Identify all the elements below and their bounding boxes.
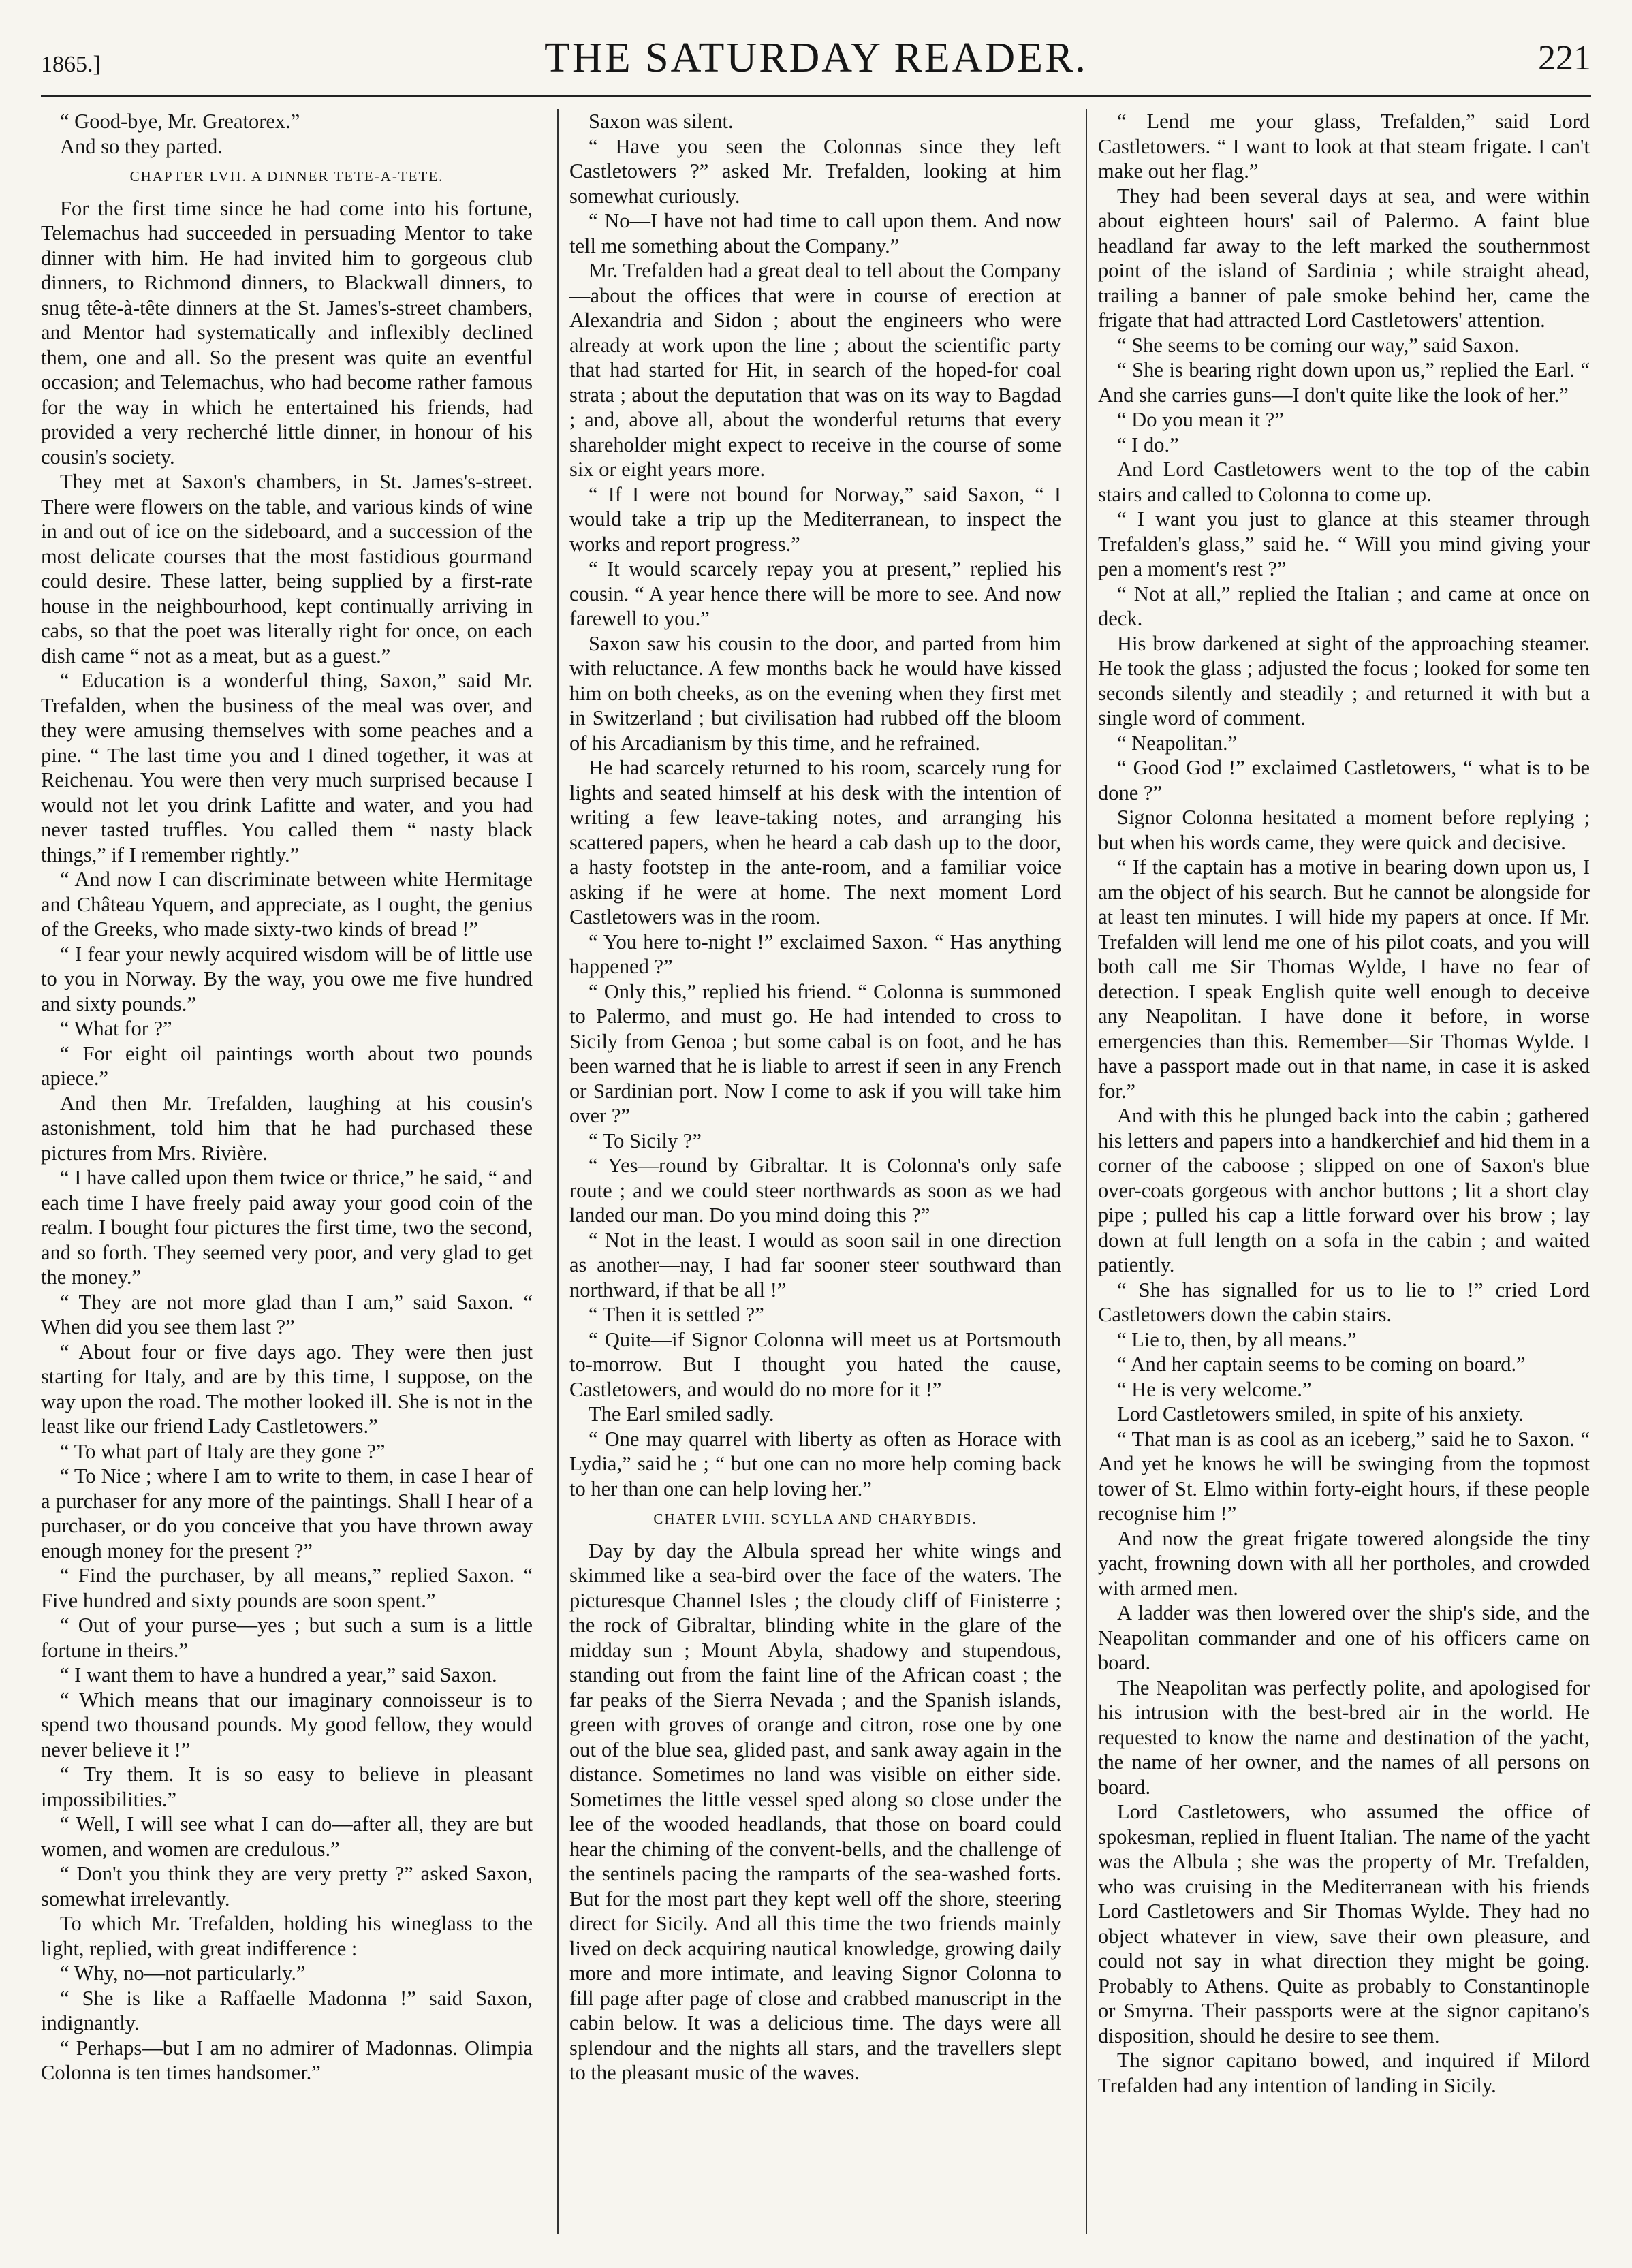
paragraph: “ No—I have not had time to call upon them. And now tell me something about the Company.” — [569, 209, 1061, 257]
paragraph: “ Do you mean it ?” — [1117, 408, 1284, 431]
paragraph: “ To what part of Italy are they gone ?” — [60, 1439, 386, 1463]
paragraph: “ You here to-night !” exclaimed Saxon. “ Has anything happened ?” — [569, 930, 1061, 978]
column-1-body — [41, 196, 533, 2085]
chapter-heading: CHATER LVIII. SCYLLA AND CHARYBDIS. — [653, 1511, 977, 1527]
paragraph: “ I have called upon them twice or thrice,” he said, “ and each time I have freely paid away your good coin of the realm. I bought four pictures the first time, two the second, and so forth. They seemed very poor, and very glad to get the money.” — [41, 1166, 533, 1289]
paragraph: “ Have you seen the Colonnas since they left Castletowers ?” asked Mr. Trefalden, looking at him somewhat curiously. — [569, 134, 1061, 208]
paragraph: And so they parted. — [60, 134, 223, 158]
paragraph: The Neapolitan was perfectly polite, and apologised for his intrusion with the best-bred air in the world. He requested to know the name and destination of the yacht, the name of her owner, and the names of all persons on board. — [1098, 1675, 1590, 1799]
paragraph: A ladder was then lowered over the ship's side, and the Neapolitan commander and one of his officers came on board. — [1098, 1601, 1590, 1674]
paragraph: “ Well, I will see what I can do—after all, they are but women, and women are credulous.” — [41, 1812, 533, 1861]
paragraph: “ Not at all,” replied the Italian ; and came at once on deck. — [1098, 582, 1590, 630]
paragraph: Signor Colonna hesitated a moment before replying ; but when his words came, they were quick and decisive. — [1098, 806, 1590, 854]
paragraph: “ Yes—round by Gibraltar. It is Colonna's only safe route ; and we could steer northwards as soon as we had landed our man. Do you mind doing this ?” — [569, 1154, 1061, 1227]
paragraph: “ It would scarcely repay you at present,” replied his cousin. “ A year hence there will be more to see. And now farewell to you.” — [569, 557, 1061, 630]
paragraph: “ I do.” — [1117, 432, 1179, 456]
paragraph: “ She is bearing right down upon us,” replied the Earl. “ And she carries guns—I don't quite like the look of her.” — [1098, 358, 1590, 407]
paragraph: “ And now I can discriminate between white Hermitage and Château Yquem, and appreciate, as I ought, the genius of the Greeks, who made sixty-two kinds of bread !” — [41, 868, 533, 941]
paragraph: The Earl smiled sadly. — [589, 1402, 774, 1426]
paragraph: “ Neapolitan.” — [1117, 731, 1238, 755]
masthead — [41, 34, 1591, 89]
paragraph: “ I want you just to glance at this steamer through Trefalden's glass,” said he. “ Will you mind giving your pen a moment's rest ?” — [1098, 507, 1590, 580]
paragraph: “ Which means that our imaginary connoisseur is to spend two thousand pounds. My good fellow, they would never believe it !” — [41, 1688, 533, 1761]
paragraph: “ One may quarrel with liberty as often as Horace with Lydia,” said he ; “ but one can no more help coming back to her than one can help loving her.” — [569, 1427, 1061, 1500]
paragraph: His brow darkened at sight of the approaching steamer. He took the glass ; adjusted the focus ; looked for some ten seconds silently and steadily ; and returned it with but a single word of comment. — [1098, 631, 1590, 729]
paragraph: They met at Saxon's chambers, in St. James's-street. There were flowers on the table, and various kinds of wine in and out of ice on the sideboard, and a succession of the most delicate courses that the most fastidious gourmand could desire. These latter, being supplied by a first-rate house in the neighbourhood, kept continually arriving in cabs, so that the poet was literally right for once, on each dish came “ not as a meat, but as a guest.” — [41, 470, 533, 667]
chapter-heading: CHAPTER LVII. A DINNER TETE-A-TETE. — [129, 168, 444, 185]
paragraph: For the first time since he had come into his fortune, Telemachus had succeeded in persuading Mentor to take dinner with him. He had invited him to gorgeous club dinners, to Richmond dinners, to Blackwall dinners, to snug tête-à-tête dinners at the St. James's-street chambers, and Mentor had systematically and inflexibly declined them, one and all. So the present was quite an eventful occasion; and Telemachus, who had become rather famous for the way in which he entertained his friends, had provided a very recherché little dinner, in honour of his cousin's society. — [41, 196, 533, 469]
header-rule — [41, 95, 1591, 97]
column-divider — [557, 109, 559, 2234]
paragraph: “ He is very welcome.” — [1117, 1377, 1312, 1401]
column-2-body-top — [569, 109, 1061, 1501]
paragraph: “ Not in the least. I would as soon sail in one direction as another—nay, I had far sooner steer southward than northward, if that be all !” — [569, 1228, 1061, 1302]
paragraph: “ She is like a Raffaelle Madonna !” said Saxon, indignantly. — [41, 1986, 533, 2034]
paragraph: “ I want them to have a hundred a year,” said Saxon. — [60, 1663, 497, 1686]
paragraph: And Lord Castletowers went to the top of the cabin stairs and called to Colonna to come up. — [1098, 458, 1590, 506]
paragraph: “ Education is a wonderful thing, Saxon,” said Mr. Trefalden, when the business of the meal was over, and they were amusing themselves with some peaches and a pine. “ The last time you and I dined together, it was at Reichenau. You were then very much surprised because I would not let you drink Lafitte and water, and you had never tasted truffles. You called them “ nasty black things,” if I remember rightly.” — [41, 669, 533, 866]
paragraph: “ Good God !” exclaimed Castletowers, “ what is to be done ?” — [1098, 756, 1590, 804]
paragraph: “ Then it is settled ?” — [589, 1303, 764, 1326]
paragraph: “ Don't you think they are very pretty ?” asked Saxon, somewhat irrelevantly. — [41, 1862, 533, 1910]
column-divider — [1086, 109, 1087, 2234]
paragraph: “ Try them. It is so easy to believe in pleasant impossibilities.” — [41, 1763, 533, 1811]
column-1 — [41, 109, 533, 2241]
paragraph: “ Quite—if Signor Colonna will meet us at Portsmouth to-morrow. But I thought you hated the cause, Castletowers, and would do no more for it !” — [569, 1327, 1061, 1401]
paragraph: Mr. Trefalden had a great deal to tell about the Company—about the offices that were in course of erection at Alexandria and Sidon ; about the engineers who were already at work upon the line ; about the scientific party that had started for Hit, in search of the hoped-for coal strata ; about the deputation that was on its way to Bagdad ; and, above all, about the wonderful returns that every shareholder might expect to receive in the course of some six or eight years more. — [569, 259, 1061, 481]
page-number: 221 — [1538, 39, 1591, 78]
paragraph: “ They are not more glad than I am,” said Saxon. “ When did you see them last ?” — [41, 1290, 533, 1338]
paragraph: “ For eight oil paintings worth about two pounds apiece.” — [41, 1041, 533, 1090]
paragraph: “ Why, no—not particularly.” — [60, 1962, 306, 1985]
paragraph: Lord Castletowers smiled, in spite of his anxiety. — [1117, 1402, 1524, 1426]
paragraph: “ Good-bye, Mr. Greatorex.” — [60, 110, 300, 133]
paragraph: “ To Nice ; where I am to write to them, in case I hear of a purchaser for any more of the paintings. Shall I hear of a purchaser, or do you conceive that you have thrown away enough money for the present ?” — [41, 1464, 533, 1562]
paragraph: “ She seems to be coming our way,” said Saxon. — [1117, 333, 1520, 357]
column-2 — [569, 109, 1061, 2241]
paragraph: Lord Castletowers, who assumed the office of spokesman, replied in fluent Italian. The name of the yacht was the Albula ; she was the property of Mr. Trefalden, who was cruising in the Mediterranean with his friends Lord Castletowers and Sir Thomas Wylde. They had no object whatever in view, save their own pleasure, and could not say in what direction they might be going. Probably to Athens. Quite as probably to Constantinople or Smyrna. Their passports were at the signor capitano's disposition, should he desire to see them. — [1098, 1800, 1590, 2047]
paragraph: “ That man is as cool as an iceberg,” said he to Saxon. “ And yet he knows he will be swinging from the topmost tower of St. Elmo within forty-eight hours, if these people recognise him !” — [1098, 1427, 1590, 1525]
paragraph: “ If I were not bound for Norway,” said Saxon, “ I would take a trip up the Mediterranean, to inspect the works and report progress.” — [569, 482, 1061, 556]
paragraph: “ If the captain has a motive in bearing down upon us, I am the object of his search. But he cannot be alongside for at least ten minutes. I will hide my papers at once. If Mr. Trefalden will lend me one of his pilot coats, and you will both call me Sir Thomas Wylde, I have no fear of detection. I speak English quite well enough to deceive any Neapolitan. I have done it before, in worse emergencies than this. Remember—Sir Thomas Wylde. I have a passport made out in that name, in case it is asked for.” — [1098, 855, 1590, 1103]
paragraph: They had been several days at sea, and were within about eighteen hours' sail of Palermo. A faint blue headland far away to the left marked the southernmost point of the island of Sardinia ; while straight ahead, trailing a banner of pale smoke behind her, came the frigate that had attracted Lord Castletowers' attention. — [1098, 184, 1590, 332]
paragraph: “ About four or five days ago. They were then just starting for Italy, and are by this time, I suppose, on the way upon the road. The mother looked ill. She is not in the least like our friend Lady Castletowers.” — [41, 1340, 533, 1438]
paragraph: The signor capitano bowed, and inquired if Milord Trefalden had any intention of landing in Sicily. — [1098, 2049, 1590, 2097]
paragraph: Day by day the Albula spread her white wings and skimmed like a sea-bird over the face of the waters. The picturesque Channel Isles ; the cloudy cliff of Finisterre ; the rock of Gibraltar, blinding white in the glare of the midday sun ; Mount Abyla, shadowy and stupendous, standing out from the faint line of the African coast ; the far peaks of the Sierra Nevada ; and the Spanish islands, green with groves of orange and citron, rose one by one out of the blue sea, glided past, and sank away again in the distance. Sometimes no land was visible on either side. Sometimes the little vessel sped along so close under the lee of the wooded headlands, that those on board could hear the chiming of the convent-bells, and the challenge of the sentinels pacing the ramparts of the sea-washed forts. But for the most part they kept well off the shore, steering direct for Sicily. And all this time the two friends mainly lived on deck acquiring nautical knowledge, growing daily more and more intimate, and leaving Signor Colonna to fill page after page of close and crabbed manuscript in the cabin below. It was a delicious time. The days were all splendour and the nights all stars, and the travellers slept to the pleasant music of the waves. — [569, 1539, 1061, 2084]
paragraph: Saxon saw his cousin to the door, and parted from him with reluctance. A few months back he would have kissed him on both cheeks, as on the evening when they first met in Switzerland ; but civilisation had rubbed off the bloom of his Arcadianism by this time, and he refrained. — [569, 631, 1061, 755]
column-2-body-bottom — [569, 1539, 1061, 2085]
paragraph: And then Mr. Trefalden, laughing at his cousin's astonishment, told him that he had purchased these pictures from Mrs. Rivière. — [41, 1091, 533, 1165]
paragraph: And with this he plunged back into the cabin ; gathered his letters and papers into a handkerchief and hid them in a corner of the caboose ; slipped on one of Saxon's blue over-coats gorgeous with anchor buttons ; lit a short clay pipe ; pulled his cap a little forward over his brow ; lay down at full length on a sofa in the cabin ; and waited patiently. — [1098, 1104, 1590, 1276]
paragraph: “ To Sicily ?” — [589, 1129, 702, 1152]
paragraph: And now the great frigate towered alongside the tiny yacht, frowning down with all her portholes, and crowded with armed men. — [1098, 1526, 1590, 1600]
paragraph: Saxon was silent. — [589, 110, 734, 133]
paragraph: “ I fear your newly acquired wisdom will be of little use to you in Norway. By the way, you owe me five hundred and sixty pounds.” — [41, 942, 533, 1015]
paragraph: “ Find the purchaser, by all means,” replied Saxon. “ Five hundred and sixty pounds are soon spent.” — [41, 1564, 533, 1612]
column-1-opening — [41, 109, 533, 159]
paragraph: “ Lie to, then, by all means.” — [1117, 1327, 1357, 1351]
paragraph: To which Mr. Trefalden, holding his wineglass to the light, replied, with great indifference : — [41, 1912, 533, 1960]
paragraph: “ Out of your purse—yes ; but such a sum is a little fortune in theirs.” — [41, 1613, 533, 1662]
paragraph: “ Only this,” replied his friend. “ Colonna is summoned to Palermo, and must go. He had intended to cross to Sicily from Genoa ; but some cabal is on foot, and he has been warned that he is liable to arrest if seen in any French or Sardinian port. Now I come to ask if you will take him over ?” — [569, 979, 1061, 1127]
paragraph: “ And her captain seems to be coming on board.” — [1117, 1353, 1526, 1376]
masthead-year: 1865.] — [41, 52, 101, 77]
column-3-body — [1098, 109, 1590, 2098]
paragraph: “ What for ?” — [60, 1017, 172, 1040]
paragraph: He had scarcely returned to his room, scarcely rung for lights and seated himself at his desk with the intention of writing a few leave-taking notes, and arranging his scattered papers, when he heard a cab dash up to the door, a hasty footstep in the ante-room, and a familiar voice asking if he were at home. The next moment Lord Castletowers was in the room. — [569, 756, 1061, 928]
paragraph: “ She has signalled for us to lie to !” cried Lord Castletowers down the cabin stairs. — [1098, 1278, 1590, 1326]
column-3 — [1098, 109, 1590, 2241]
paragraph: “ Perhaps—but I am no admirer of Madonnas. Olimpia Colonna is ten times handsomer.” — [41, 2036, 533, 2084]
paragraph: “ Lend me your glass, Trefalden,” said Lord Castletowers. “ I want to look at that steam frigate. I can't make out her flag.” — [1098, 110, 1590, 183]
publication-title: THE SATURDAY READER. — [544, 35, 1088, 81]
